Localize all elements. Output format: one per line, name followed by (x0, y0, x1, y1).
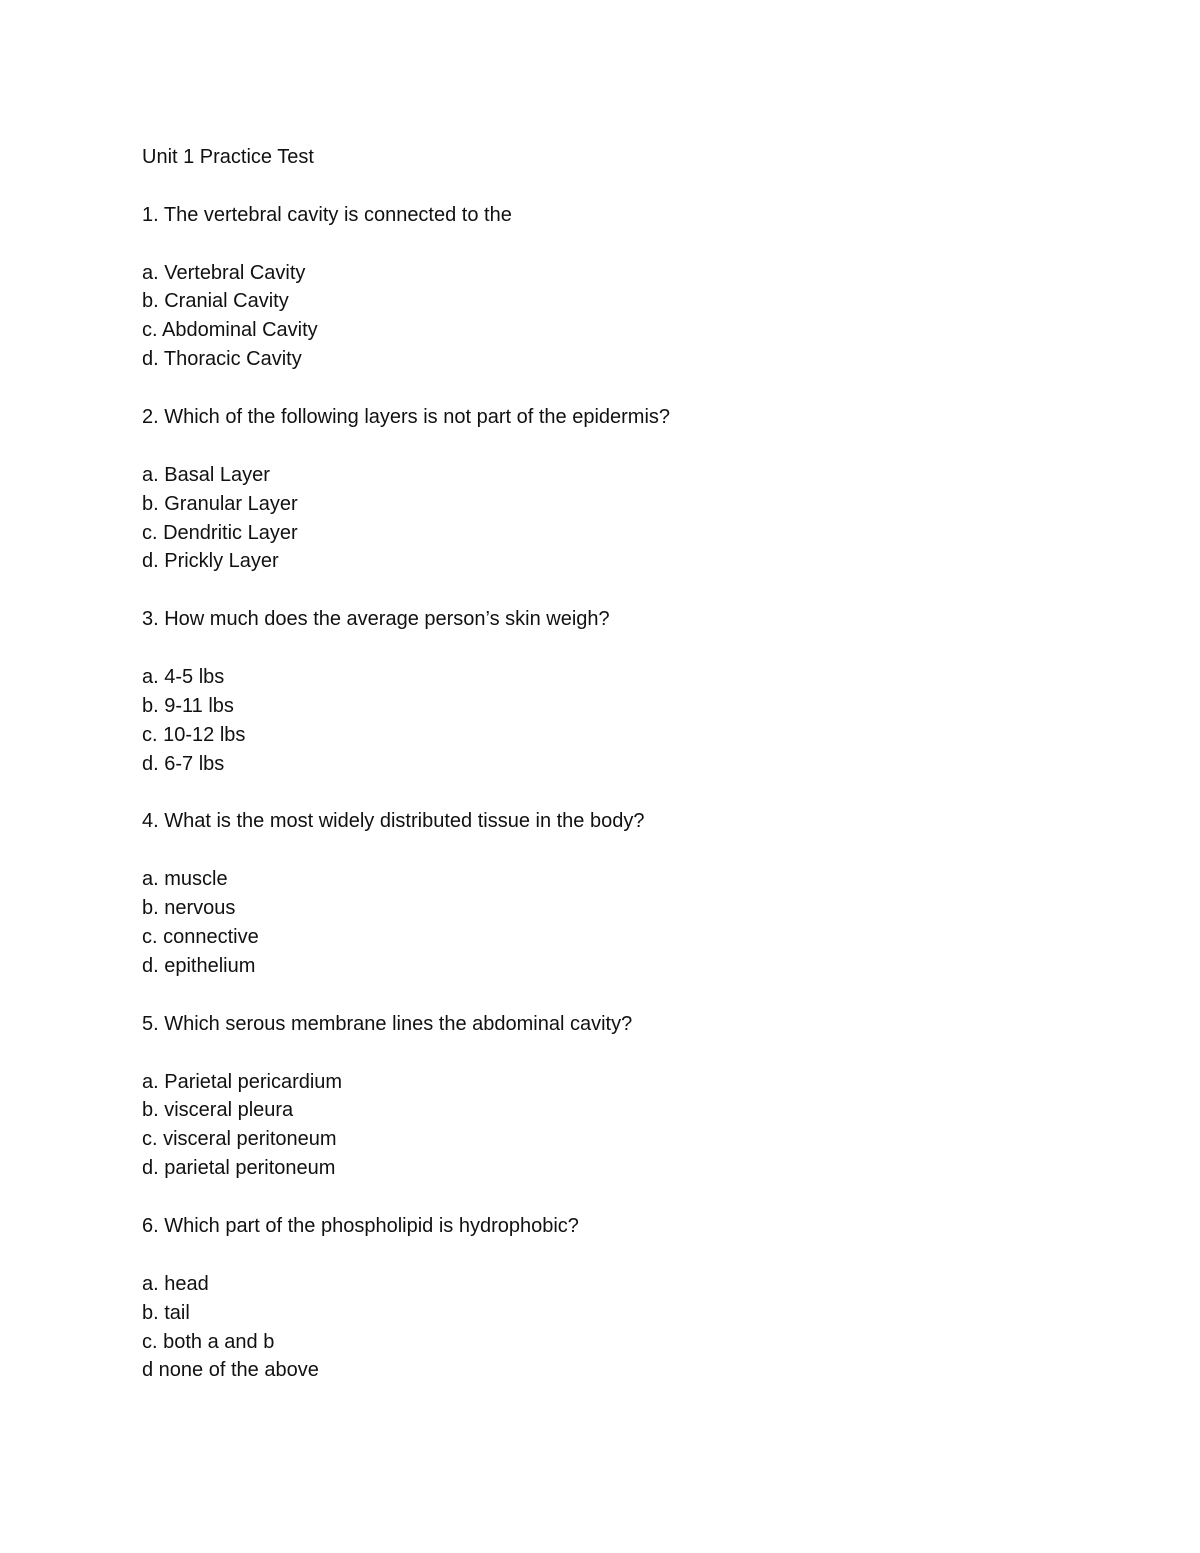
answer-option-c: c. both a and b (142, 1330, 275, 1353)
answer-option-a: a. head (142, 1272, 209, 1295)
page-title: Unit 1 Practice Test (142, 146, 314, 168)
spacer (142, 1183, 1042, 1212)
spacer (142, 576, 1042, 605)
question-prompt: 2. Which of the following layers is not part of the epidermis? (142, 406, 671, 429)
spacer (142, 836, 1042, 865)
spacer (142, 1039, 1042, 1068)
question-3 (142, 605, 1042, 778)
question-prompt: 5. Which serous membrane lines the abdominal cavity? (142, 1012, 633, 1035)
answer-option-d: d. Thoracic Cavity (142, 348, 302, 371)
spacer (142, 779, 1042, 808)
answer-option-a: a. Basal Layer (142, 463, 270, 486)
answer-option-c: c. Abdominal Cavity (142, 319, 318, 342)
answer-option-d: d. parietal peritoneum (142, 1157, 336, 1180)
question-prompt: 4. What is the most widely distributed tissue in the body? (142, 810, 645, 833)
answer-option-d: d. epithelium (142, 954, 256, 977)
question-5 (142, 1010, 1042, 1183)
answer-option-a: a. muscle (142, 868, 228, 891)
answer-option-b: b. Granular Layer (142, 492, 298, 515)
answer-option-a: a. 4-5 lbs (142, 666, 225, 689)
answer-option-b: b. 9-11 lbs (142, 694, 234, 717)
question-2 (142, 403, 1042, 576)
question-prompt: 3. How much does the average person’s skin weigh? (142, 608, 610, 631)
spacer (142, 634, 1042, 663)
answer-option-c: c. 10-12 lbs (142, 723, 246, 746)
question-1 (142, 201, 1042, 374)
answer-option-c: c. connective (142, 926, 259, 949)
answer-option-d: d. Prickly Layer (142, 550, 279, 573)
answer-option-a: a. Parietal pericardium (142, 1070, 343, 1093)
question-6 (142, 1212, 1042, 1385)
question-4 (142, 807, 1042, 980)
answer-option-b: b. tail (142, 1301, 190, 1324)
answer-option-b: b. Cranial Cavity (142, 290, 289, 313)
answer-option-b: b. visceral pleura (142, 1099, 294, 1122)
spacer (142, 172, 1042, 201)
answer-option-a: a. Vertebral Cavity (142, 261, 306, 284)
spacer (142, 1241, 1042, 1270)
spacer (142, 230, 1042, 259)
answer-option-d: d. 6-7 lbs (142, 752, 225, 775)
question-prompt: 6. Which part of the phospholipid is hydrophobic? (142, 1214, 579, 1237)
spacer (142, 432, 1042, 461)
answer-option-c: c. visceral peritoneum (142, 1128, 337, 1151)
spacer (142, 374, 1042, 403)
answer-option-b: b. nervous (142, 897, 236, 920)
question-prompt: 1. The vertebral cavity is connected to the (142, 203, 512, 226)
answer-option-c: c. Dendritic Layer (142, 521, 298, 544)
spacer (142, 981, 1042, 1010)
answer-option-d: d none of the above (142, 1359, 319, 1382)
document-body (142, 143, 1042, 1385)
